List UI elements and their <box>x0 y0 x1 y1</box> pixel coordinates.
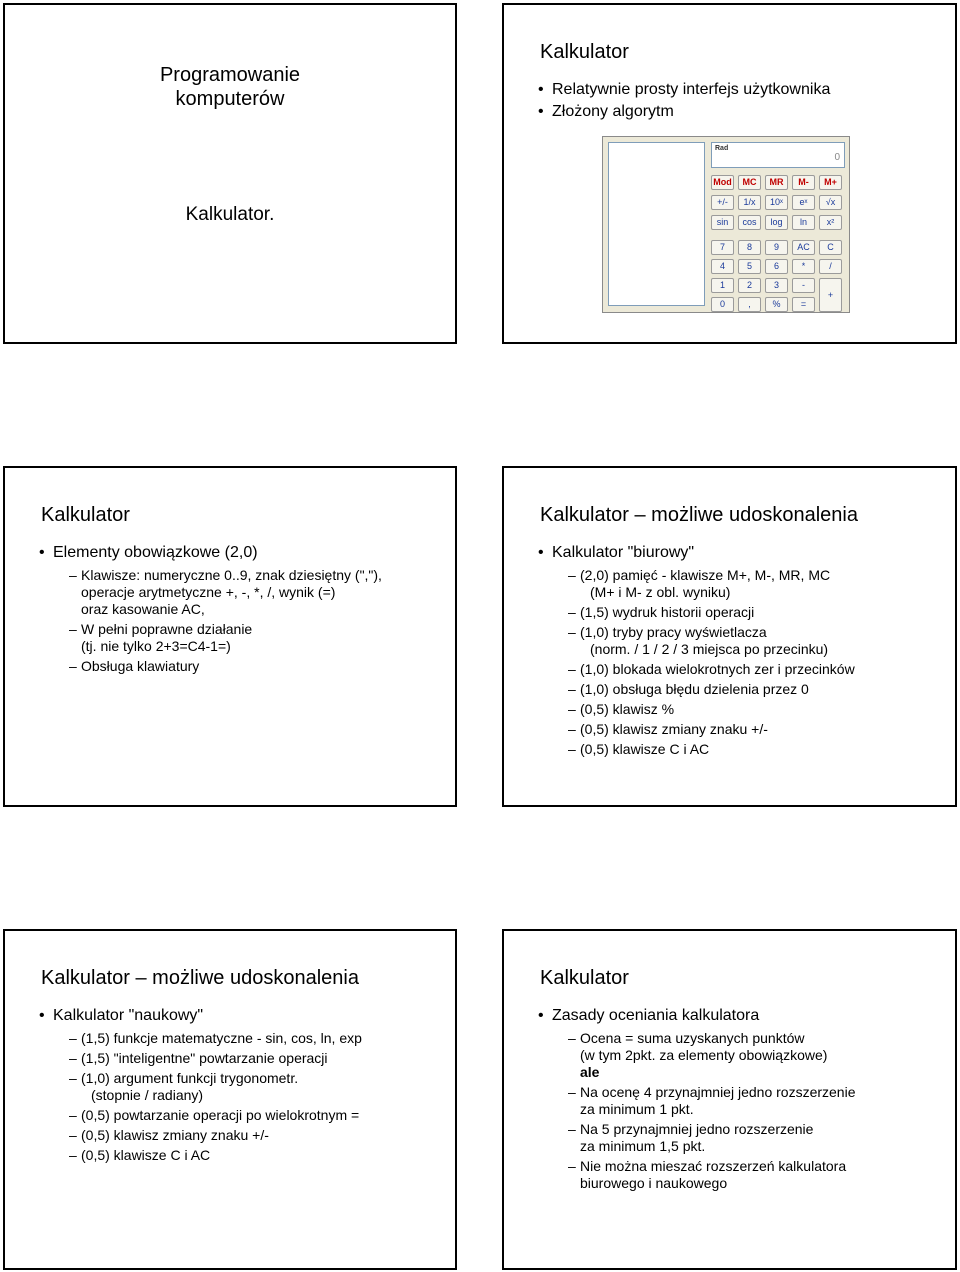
sub-item <box>568 681 945 698</box>
slide-heading: Kalkulator <box>540 967 629 989</box>
sub-item <box>568 701 945 718</box>
slide-heading: Kalkulator – możliwe udoskonalenia <box>540 504 858 526</box>
slide-subtitle: Kalkulator. <box>185 204 275 225</box>
calculator-key[interactable]: AC <box>792 240 815 255</box>
bullet-list <box>41 1005 445 1164</box>
sub-item-line: (tj. nie tylko 2+3=C4-1=) <box>81 638 231 654</box>
bullet-list <box>540 79 945 123</box>
calculator-key[interactable]: Mod <box>711 175 734 190</box>
calculator-key[interactable]: M- <box>792 175 815 190</box>
sub-item-line: biurowego i naukowego <box>580 1175 728 1191</box>
sub-item <box>69 567 445 618</box>
slide-grading-rules <box>502 929 957 1270</box>
sub-item-line: za minimum 1,5 pkt. <box>580 1138 706 1154</box>
sub-item <box>568 567 945 601</box>
calculator-key[interactable]: 4 <box>711 259 734 274</box>
sub-item <box>69 1107 445 1124</box>
bullet-item: • Elementy obowiązkowe (2,0) <box>41 542 445 564</box>
sub-item <box>69 1127 445 1144</box>
calculator-key[interactable]: MC <box>738 175 761 190</box>
slide-heading: Kalkulator <box>41 504 130 526</box>
calculator-key[interactable]: x² <box>819 215 842 230</box>
sub-item <box>568 661 945 678</box>
bullet-item: • Złożony algorytm <box>540 101 945 123</box>
sub-item <box>69 1030 445 1047</box>
slide-title-heading <box>5 63 455 111</box>
sub-item <box>69 1050 445 1067</box>
sub-item-line: (norm. / 1 / 2 / 3 miejsca po przecinku) <box>590 641 829 657</box>
calculator-key[interactable]: C <box>819 240 842 255</box>
sub-item <box>568 741 945 758</box>
bullet-list <box>540 542 945 758</box>
sub-item-line: – (1,0) argument funkcji trygonometr. <box>81 1070 299 1086</box>
sub-item <box>69 1070 445 1104</box>
calculator-key[interactable]: 1 <box>711 278 734 293</box>
slide-heading: Kalkulator <box>540 41 629 63</box>
slide-scientific-improvements <box>3 929 457 1270</box>
calculator-key[interactable]: / <box>819 259 842 274</box>
calculator-mode-label: Rad <box>715 145 729 152</box>
calculator-key[interactable]: 10ˣ <box>765 195 788 210</box>
calculator-key[interactable]: * <box>792 259 815 274</box>
calculator-key[interactable]: M+ <box>819 175 842 190</box>
sub-item-line: – Na 5 przynajmniej jedno rozszerzenie <box>580 1121 814 1137</box>
calculator-history-list <box>608 142 705 306</box>
calculator-key[interactable]: 5 <box>738 259 761 274</box>
calculator-key[interactable]: 6 <box>765 259 788 274</box>
bullet-item: • Relatywnie prosty interfejs użytkownika <box>540 79 945 101</box>
calculator-key[interactable]: - <box>792 278 815 293</box>
sub-item-line: za minimum 1 pkt. <box>580 1101 694 1117</box>
sub-item-line: – Klawisze: numeryczne 0..9, znak dziesiętny (","), <box>81 567 382 583</box>
calculator-key[interactable]: eˣ <box>792 195 815 210</box>
calculator-key[interactable]: + <box>819 278 842 312</box>
slide-required-elements <box>3 466 457 807</box>
bullet-list <box>41 542 445 675</box>
bullet-item: • Kalkulator "biurowy" <box>540 542 945 564</box>
sub-item-line: – Obsługa klawiatury <box>81 658 200 674</box>
sub-item <box>568 604 945 621</box>
title-line-1: Programowanie <box>159 64 301 86</box>
bullet-item: • Kalkulator "naukowy" <box>41 1005 445 1027</box>
sub-item-line: – Na ocenę 4 przynajmniej jedno rozszerzenie <box>580 1084 856 1100</box>
sub-item <box>69 658 445 675</box>
sub-item-line: operacje arytmetyczne +, -, *, /, wynik (=) <box>81 584 336 600</box>
calculator-key[interactable]: % <box>765 297 788 312</box>
sub-item <box>568 1121 945 1155</box>
calculator-key[interactable]: +/- <box>711 195 734 210</box>
slide-title <box>3 3 457 344</box>
sub-item-line: (M+ i M- z obl. wyniku) <box>590 584 731 600</box>
sub-item-line: – (1,0) blokada wielokrotnych zer i przecinków <box>580 661 855 677</box>
title-line-2: komputerów <box>175 88 285 110</box>
slide-heading: Kalkulator – możliwe udoskonalenia <box>41 967 359 989</box>
sub-item-line: – (1,0) obsługa błędu dzielenia przez 0 <box>580 681 809 697</box>
sub-item-line: – (1,0) tryby pracy wyświetlacza <box>580 624 767 640</box>
calculator-key[interactable]: = <box>792 297 815 312</box>
calculator-key[interactable]: 9 <box>765 240 788 255</box>
sub-item-line: – (1,5) "inteligentne" powtarzanie operacji <box>81 1050 328 1066</box>
slide-calculator-intro <box>502 3 957 344</box>
calculator-key[interactable]: 1/x <box>738 195 761 210</box>
sub-item-line: – Ocena = suma uzyskanych punktów <box>580 1030 805 1046</box>
sub-item-line: – (1,5) funkcje matematyczne - sin, cos, ln, exp <box>81 1030 362 1046</box>
sub-item-line: – (0,5) klawisz zmiany znaku +/- <box>81 1127 269 1143</box>
sub-item <box>568 721 945 738</box>
calculator-key[interactable]: sin <box>711 215 734 230</box>
sub-item <box>69 621 445 655</box>
sub-item-line: (w tym 2pkt. za elementy obowiązkowe) <box>580 1047 828 1063</box>
bullet-list <box>540 1005 945 1192</box>
sub-item-line: – (2,0) pamięć - klawisze M+, M-, MR, MC <box>580 567 831 583</box>
connector-word: ale <box>580 1064 600 1080</box>
bullet-item: • Zasady oceniania kalkulatora <box>540 1005 945 1027</box>
sub-item <box>568 1030 945 1064</box>
sub-item-line: – (0,5) powtarzanie operacji po wielokrotnym = <box>81 1107 360 1123</box>
calculator-key[interactable]: MR <box>765 175 788 190</box>
calculator-display <box>711 142 845 168</box>
calculator-key[interactable]: 7 <box>711 240 734 255</box>
sub-item <box>69 1147 445 1164</box>
calculator-screenshot <box>602 136 850 313</box>
calculator-key[interactable]: √x <box>819 195 842 210</box>
sub-item-line: – (0,5) klawisze C i AC <box>81 1147 211 1163</box>
calculator-key[interactable]: ln <box>792 215 815 230</box>
calculator-key[interactable]: 8 <box>738 240 761 255</box>
calculator-key[interactable]: cos <box>738 215 761 230</box>
calculator-key[interactable]: , <box>738 297 761 312</box>
calculator-key[interactable]: log <box>765 215 788 230</box>
sub-item-line: (stopnie / radiany) <box>91 1087 204 1103</box>
sub-item-line: oraz kasowanie AC, <box>81 601 205 617</box>
calculator-key[interactable]: 2 <box>738 278 761 293</box>
calculator-display-value: 0 <box>834 152 840 163</box>
sub-item-line: – (1,5) wydruk historii operacji <box>580 604 755 620</box>
calculator-key[interactable]: 0 <box>711 297 734 312</box>
sub-item-line: – (0,5) klawisz % <box>580 701 675 717</box>
sub-item-line: – (0,5) klawisze C i AC <box>580 741 710 757</box>
sub-item <box>568 624 945 658</box>
sub-item-line: – (0,5) klawisz zmiany znaku +/- <box>580 721 768 737</box>
sub-item <box>568 1084 945 1118</box>
sub-item <box>568 1158 945 1192</box>
sub-item-line: – W pełni poprawne działanie <box>81 621 253 637</box>
calculator-key[interactable]: 3 <box>765 278 788 293</box>
slide-office-improvements <box>502 466 957 807</box>
sub-item-line: – Nie można mieszać rozszerzeń kalkulatora <box>580 1158 847 1174</box>
